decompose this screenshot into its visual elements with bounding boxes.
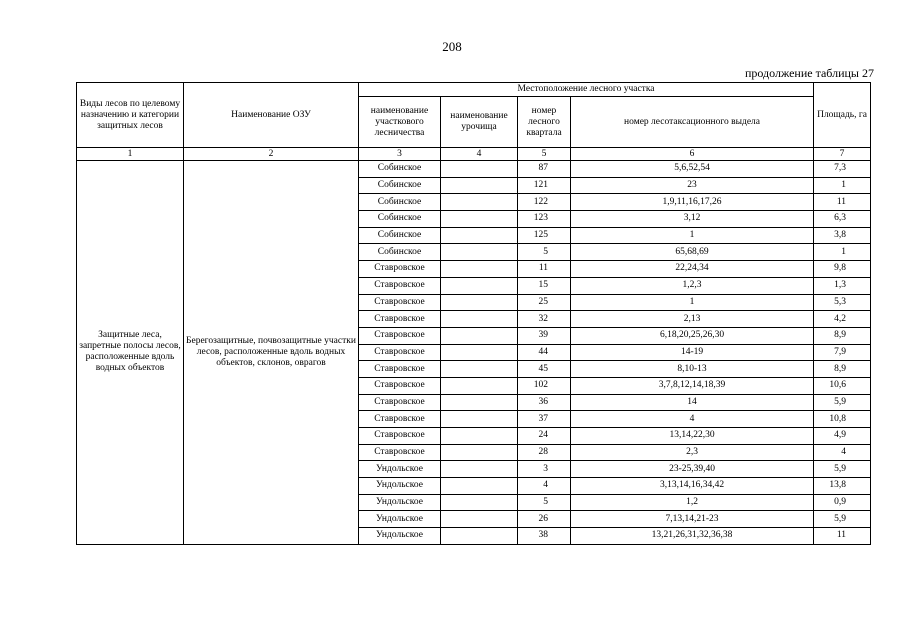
quarter-cell: 123 <box>518 211 571 228</box>
plots-cell: 23-25,39,40 <box>571 461 814 478</box>
quarter-cell: 24 <box>518 428 571 445</box>
quarter-cell: 102 <box>518 377 571 394</box>
quarter-cell: 26 <box>518 511 571 528</box>
tract-cell <box>441 244 518 261</box>
forestry-cell: Ставровское <box>359 411 441 428</box>
header-forestry: наименование участкового лесничества <box>359 97 441 148</box>
tract-cell <box>441 528 518 545</box>
forestry-cell: Ставровское <box>359 377 441 394</box>
plots-cell: 7,13,14,21-23 <box>571 511 814 528</box>
plots-cell: 3,12 <box>571 211 814 228</box>
plots-cell: 3,13,14,16,34,42 <box>571 478 814 495</box>
header-ozu-name: Наименование ОЗУ <box>184 83 359 148</box>
plots-cell: 13,14,22,30 <box>571 428 814 445</box>
area-cell: 13,8 <box>814 478 871 495</box>
header-location-group: Местоположение лесного участка <box>359 83 814 97</box>
tract-cell <box>441 494 518 511</box>
plots-cell: 14 <box>571 394 814 411</box>
area-cell: 1 <box>814 244 871 261</box>
tract-cell <box>441 277 518 294</box>
forestry-cell: Ставровское <box>359 361 441 378</box>
column-number: 2 <box>184 148 359 161</box>
tract-cell <box>441 394 518 411</box>
quarter-cell: 15 <box>518 277 571 294</box>
column-number: 4 <box>441 148 518 161</box>
plots-cell: 1,2 <box>571 494 814 511</box>
forestry-cell: Ставровское <box>359 261 441 278</box>
area-cell: 9,8 <box>814 261 871 278</box>
forestry-cell: Ставровское <box>359 311 441 328</box>
tract-cell <box>441 461 518 478</box>
tract-cell <box>441 261 518 278</box>
quarter-cell: 11 <box>518 261 571 278</box>
tract-cell <box>441 377 518 394</box>
column-number: 6 <box>571 148 814 161</box>
tract-cell <box>441 411 518 428</box>
quarter-cell: 87 <box>518 161 571 178</box>
column-number-row <box>77 148 871 161</box>
tract-cell <box>441 428 518 445</box>
quarter-cell: 28 <box>518 444 571 461</box>
area-cell: 1,3 <box>814 277 871 294</box>
area-cell: 1 <box>814 177 871 194</box>
plots-cell: 1,2,3 <box>571 277 814 294</box>
area-cell: 5,9 <box>814 511 871 528</box>
header-forest-type: Виды лесов по целевому назначению и категории защитных лесов <box>77 83 184 148</box>
forestry-cell: Ставровское <box>359 444 441 461</box>
plots-cell: 23 <box>571 177 814 194</box>
plots-cell: 22,24,34 <box>571 261 814 278</box>
column-number: 1 <box>77 148 184 161</box>
plots-cell: 2,13 <box>571 311 814 328</box>
quarter-cell: 38 <box>518 528 571 545</box>
area-cell: 11 <box>814 528 871 545</box>
plots-cell: 6,18,20,25,26,30 <box>571 327 814 344</box>
quarter-cell: 45 <box>518 361 571 378</box>
tract-cell <box>441 444 518 461</box>
quarter-cell: 3 <box>518 461 571 478</box>
forestry-cell: Собинское <box>359 227 441 244</box>
plots-cell: 65,68,69 <box>571 244 814 261</box>
quarter-cell: 36 <box>518 394 571 411</box>
forestry-cell: Собинское <box>359 194 441 211</box>
forestry-cell: Ундольское <box>359 511 441 528</box>
area-cell: 11 <box>814 194 871 211</box>
tract-cell <box>441 361 518 378</box>
plots-cell: 1,9,11,16,17,26 <box>571 194 814 211</box>
tract-cell <box>441 161 518 178</box>
forestry-cell: Собинское <box>359 177 441 194</box>
forestry-cell: Ставровское <box>359 344 441 361</box>
header-tract: наименование урочища <box>441 97 518 148</box>
area-cell: 4 <box>814 444 871 461</box>
ozu-name-cell: Берегозащитные, почвозащитные участки лесов, расположенные вдоль водных объектов, склонов, оврагов <box>184 161 359 545</box>
quarter-cell: 121 <box>518 177 571 194</box>
forestry-cell: Ставровское <box>359 428 441 445</box>
plots-cell: 4 <box>571 411 814 428</box>
tract-cell <box>441 227 518 244</box>
forestry-cell: Ставровское <box>359 277 441 294</box>
area-cell: 7,3 <box>814 161 871 178</box>
area-cell: 4,2 <box>814 311 871 328</box>
tract-cell <box>441 344 518 361</box>
quarter-cell: 25 <box>518 294 571 311</box>
tract-cell <box>441 478 518 495</box>
plots-cell: 14-19 <box>571 344 814 361</box>
tract-cell <box>441 311 518 328</box>
column-number: 5 <box>518 148 571 161</box>
forestry-cell: Ставровское <box>359 294 441 311</box>
quarter-cell: 5 <box>518 494 571 511</box>
area-cell: 5,9 <box>814 461 871 478</box>
plots-cell: 8,10-13 <box>571 361 814 378</box>
forest-plots-table <box>76 82 871 545</box>
forestry-cell: Ундольское <box>359 478 441 495</box>
column-number: 3 <box>359 148 441 161</box>
area-cell: 4,9 <box>814 428 871 445</box>
header-quarter: номер лесного квартала <box>518 97 571 148</box>
area-cell: 5,9 <box>814 394 871 411</box>
quarter-cell: 39 <box>518 327 571 344</box>
forestry-cell: Собинское <box>359 161 441 178</box>
tract-cell <box>441 211 518 228</box>
plots-cell: 3,7,8,12,14,18,39 <box>571 377 814 394</box>
area-cell: 7,9 <box>814 344 871 361</box>
tract-cell <box>441 511 518 528</box>
area-cell: 3,8 <box>814 227 871 244</box>
area-cell: 10,8 <box>814 411 871 428</box>
area-cell: 10,6 <box>814 377 871 394</box>
forestry-cell: Ундольское <box>359 494 441 511</box>
tract-cell <box>441 194 518 211</box>
page-number: 208 <box>442 39 462 54</box>
forestry-cell: Ундольское <box>359 528 441 545</box>
table-row <box>77 161 871 178</box>
area-cell: 8,9 <box>814 361 871 378</box>
quarter-cell: 4 <box>518 478 571 495</box>
tract-cell <box>441 327 518 344</box>
column-number: 7 <box>814 148 871 161</box>
quarter-cell: 37 <box>518 411 571 428</box>
plots-cell: 2,3 <box>571 444 814 461</box>
quarter-cell: 44 <box>518 344 571 361</box>
quarter-cell: 122 <box>518 194 571 211</box>
forest-type-cell: Защитные леса, запретные полосы лесов, расположенные вдоль водных объектов <box>77 161 184 545</box>
header-area: Площадь, га <box>814 83 871 148</box>
area-cell: 6,3 <box>814 211 871 228</box>
plots-cell: 13,21,26,31,32,36,38 <box>571 528 814 545</box>
tract-cell <box>441 294 518 311</box>
area-cell: 0,9 <box>814 494 871 511</box>
plots-cell: 1 <box>571 294 814 311</box>
area-cell: 8,9 <box>814 327 871 344</box>
quarter-cell: 32 <box>518 311 571 328</box>
tract-cell <box>441 177 518 194</box>
forestry-cell: Собинское <box>359 244 441 261</box>
quarter-cell: 5 <box>518 244 571 261</box>
plots-cell: 5,6,52,54 <box>571 161 814 178</box>
area-cell: 5,3 <box>814 294 871 311</box>
quarter-cell: 125 <box>518 227 571 244</box>
table-continuation-label: продолжение таблицы 27 <box>744 66 874 80</box>
forestry-cell: Ставровское <box>359 327 441 344</box>
forestry-cell: Ундольское <box>359 461 441 478</box>
plots-cell: 1 <box>571 227 814 244</box>
forestry-cell: Собинское <box>359 211 441 228</box>
forestry-cell: Ставровское <box>359 394 441 411</box>
header-plots: номер лесотаксационного выдела <box>571 97 814 148</box>
